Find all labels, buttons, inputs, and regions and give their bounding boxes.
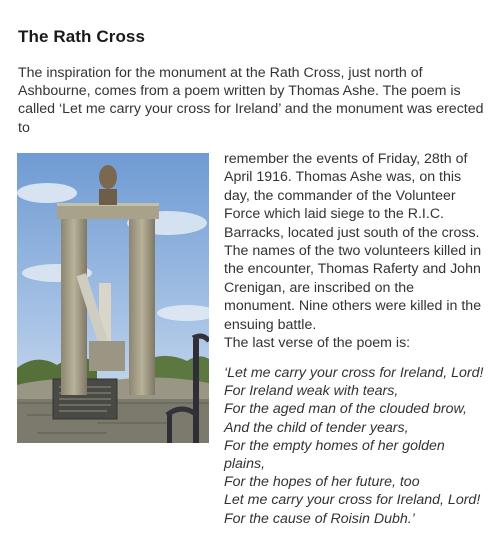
body-line: the encounter, Thomas Raferty and John [224,261,481,278]
body-line: ensuing battle. [224,316,317,333]
verse-line: ‘Let me carry your cross for Ireland, Lord! [224,365,484,381]
verse-line: plains, [224,456,266,473]
body-line: The last verse of the poem is: [224,335,411,352]
body-line: remember the events of Friday, 28th of [224,151,468,167]
poem-verse [224,364,496,528]
verse-line: For Ireland weak with tears, [224,383,399,400]
intro-paragraph: The inspiration for the monument at the Rath Cross, just north of Ashbourne, comes from a poem written by Thomas Ashe. The poem is called ‘Let me carry your cross for Ireland’ and the monument was erected to [18,65,484,136]
verse-line: For the empty homes of her golden [224,437,445,454]
verse-line: Let me carry your cross for Ireland, Lord! [224,492,481,509]
verse-line: And the child of tender years, [224,419,409,436]
body-line: monument. Nine others were killed in the [224,298,482,315]
body-line: The names of the two volunteers killed in [224,243,482,260]
verse-line: For the aged man of the clouded brow, [224,401,467,418]
body-line: Barracks, located just south of the cross. [224,224,480,241]
body-line: Force which laid siege to the R.I.C. [224,206,445,223]
body-line: April 1916. Thomas Ashe was, on this [224,169,462,186]
monument-photo [17,153,209,443]
verse-line: For the hopes of her future, too [224,474,420,491]
body-text-column [224,150,492,352]
body-line: day, the commander of the Volunteer [224,187,456,204]
monument-photo-drawing [17,153,209,443]
page-title: The Rath Cross [18,27,146,46]
body-line: Crenigan, are inscribed on the [224,279,415,296]
verse-line: For the cause of Roisin Dubh.’ [224,510,415,527]
